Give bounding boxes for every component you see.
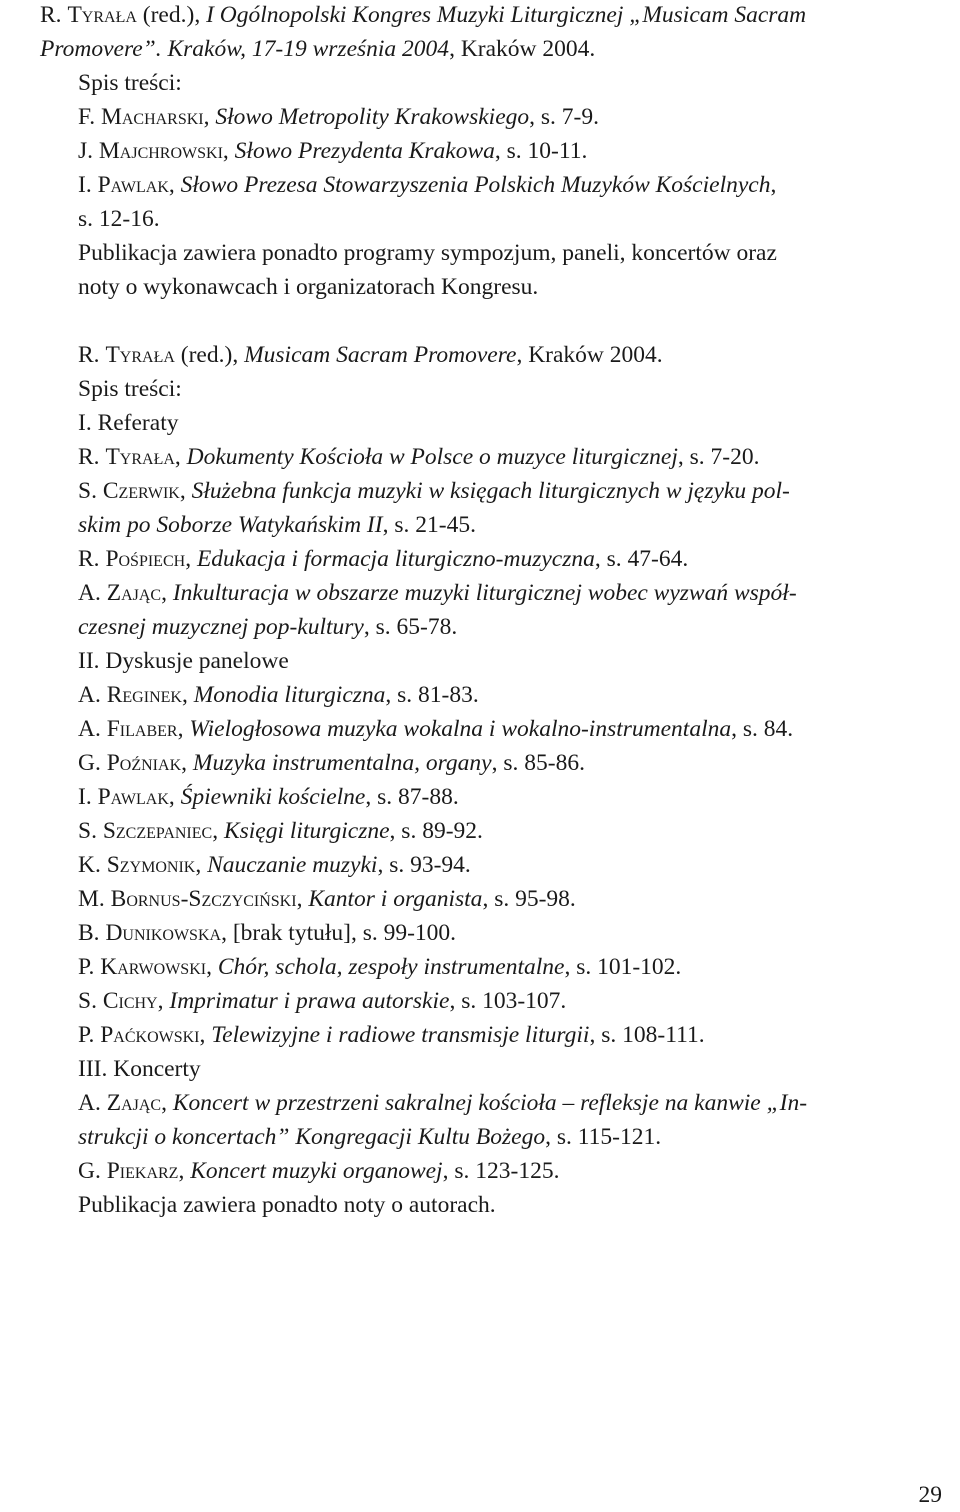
- editor-suffix: (red.),: [174, 342, 245, 368]
- list-item: F. Macharski, Słowo Metropolity Krakowskiego, s. 7-9.: [78, 104, 599, 130]
- author-name: Piekarz: [106, 1158, 179, 1184]
- item-title: Nauczanie muzyki: [207, 852, 378, 878]
- section-heading-dyskusje: II. Dyskusje panelowe: [78, 648, 289, 674]
- item-title: Kantor i organista: [308, 886, 483, 912]
- author-name: Szczepaniec: [102, 818, 213, 844]
- item-title: Imprimatur i prawa autorskie: [169, 988, 450, 1014]
- section-heading-referaty: I. Referaty: [78, 410, 179, 436]
- list-item: J. Majchrowski, Słowo Prezydenta Krakowa, s. 10-11.: [78, 138, 588, 164]
- editor-initial: R.: [40, 2, 62, 28]
- contents-label: Spis treści:: [78, 376, 182, 402]
- list-item-cont: skim po Soborze Watykańskim II, s. 21-45.: [78, 512, 476, 538]
- list-item: A. Filaber, Wielogłosowa muzyka wokalna i wokalno-instrumentalna, s. 84.: [78, 716, 794, 742]
- list-item: A. Zając, Koncert w przestrzeni sakralnej kościoła – refleksje na kanwie „In-: [78, 1090, 808, 1116]
- item-title-cont: strukcji o koncertach” Kongregacji Kultu Bożego: [78, 1124, 546, 1150]
- author-name: Reginek: [106, 682, 182, 708]
- contents-label: Spis treści:: [78, 70, 182, 96]
- entry-heading: [40, 0, 806, 30]
- list-item: S. Szczepaniec, Księgi liturgiczne, s. 89-92.: [78, 818, 483, 844]
- book-title-cont: Promovere”. Kraków, 17-19 września 2004: [40, 36, 450, 62]
- list-item: R. Pośpiech, Edukacja i formacja liturgiczno-muzyczna, s. 47-64.: [78, 546, 689, 572]
- item-title: Wielogłosowa muzyka wokalna i wokalno-instrumentalna: [189, 716, 732, 742]
- item-title: Koncert w przestrzeni sakralnej kościoła – refleksje na kanwie „In-: [172, 1090, 808, 1116]
- list-item: P. Karwowski, Chór, schola, zespoły instrumentalne, s. 101-102.: [78, 954, 682, 980]
- item-title: Muzyka instrumentalna, organy: [192, 750, 492, 776]
- list-item: A. Reginek, Monodia liturgiczna, s. 81-83.: [78, 682, 479, 708]
- item-title: Inkulturacja w obszarze muzyki liturgicznej wobec wyzwań współ-: [172, 580, 797, 606]
- list-item: G. Piekarz, Koncert muzyki organowej, s. 123-125.: [78, 1158, 560, 1184]
- author-name: Szymonik: [106, 852, 196, 878]
- author-name: Pośpiech: [105, 546, 186, 572]
- author-name: Majchrowski: [98, 138, 223, 164]
- item-title-cont: skim po Soborze Watykańskim II: [78, 512, 383, 538]
- item-title: Słowo Prezydenta Krakowa: [234, 138, 495, 164]
- section-heading-koncerty: III. Koncerty: [78, 1056, 201, 1082]
- author-name: Macharski: [100, 104, 204, 130]
- list-item: I. Pawlak, Śpiewniki kościelne, s. 87-88.: [78, 784, 459, 810]
- list-item: I. Pawlak, Słowo Prezesa Stowarzyszenia Polskich Muzyków Kościelnych,: [78, 172, 777, 198]
- item-title: Śpiewniki kościelne: [180, 784, 366, 810]
- list-item: S. Cichy, Imprimatur i prawa autorskie, s. 103-107.: [78, 988, 567, 1014]
- book-title: I Ogólnopolski Kongres Muzyki Liturgicznej „Musicam Sacram: [206, 2, 807, 28]
- list-item: P. Paćkowski, Telewizyjne i radiowe transmisje liturgii, s. 108-111.: [78, 1022, 705, 1048]
- author-name: Zając: [106, 580, 162, 606]
- editor-initial: R.: [78, 342, 100, 368]
- publication-note-cont: noty o wykonawcach i organizatorach Kongresu.: [78, 274, 539, 300]
- publication-note: Publikacja zawiera ponadto programy sympozjum, paneli, koncertów oraz: [78, 240, 777, 266]
- item-title: Chór, schola, zespoły instrumentalne: [217, 954, 565, 980]
- item-title: Edukacja i formacja liturgiczno-muzyczna: [196, 546, 595, 572]
- author-name: Bornus-Szczyciński: [110, 886, 297, 912]
- editor-name: Tyrała: [67, 2, 137, 28]
- author-name: Karwowski: [100, 954, 207, 980]
- book-place: , Kraków 2004.: [516, 342, 663, 368]
- author-name: Tyrała: [105, 444, 175, 470]
- list-item-cont: czesnej muzycznej pop-kultury, s. 65-78.: [78, 614, 458, 640]
- author-name: Filaber: [106, 716, 178, 742]
- entry-heading-cont: [40, 34, 595, 64]
- editor-name: Tyrała: [105, 342, 175, 368]
- item-title: Koncert muzyki organowej: [190, 1158, 443, 1184]
- item-title-cont: czesnej muzycznej pop-kultury: [78, 614, 364, 640]
- publication-note: Publikacja zawiera ponadto noty o autorach.: [78, 1192, 496, 1218]
- item-title: Słowo Prezesa Stowarzyszenia Polskich Muzyków Kościelnych: [180, 172, 771, 198]
- list-item: R. Tyrała, Dokumenty Kościoła w Polsce o muzyce liturgicznej, s. 7-20.: [78, 444, 760, 470]
- list-item: B. Dunikowska, [brak tytułu], s. 99-100.: [78, 920, 457, 946]
- entry-heading: [78, 340, 663, 370]
- author-name: Pawlak: [97, 784, 169, 810]
- list-item: S. Czerwik, Służebna funkcja muzyki w księgach liturgicznych w języku pol-: [78, 478, 790, 504]
- list-item: K. Szymonik, Nauczanie muzyki, s. 93-94.: [78, 852, 471, 878]
- item-title: Monodia liturgiczna: [193, 682, 386, 708]
- author-name: Cichy: [102, 988, 158, 1014]
- author-name: Czerwik: [102, 478, 180, 504]
- book-title: Musicam Sacram Promovere: [244, 342, 517, 368]
- page-number: 29: [918, 1482, 942, 1508]
- item-title: Dokumenty Kościoła w Polsce o muzyce liturgicznej: [186, 444, 678, 470]
- list-item-cont: s. 12-16.: [78, 206, 160, 232]
- author-name: Paćkowski: [100, 1022, 200, 1048]
- item-title: Słowo Metropolity Krakowskiego: [215, 104, 530, 130]
- list-item-cont: strukcji o koncertach” Kongregacji Kultu Bożego, s. 115-121.: [78, 1124, 662, 1150]
- editor-suffix: (red.),: [136, 2, 207, 28]
- list-item: M. Bornus-Szczyciński, Kantor i organista, s. 95-98.: [78, 886, 576, 912]
- item-title: Służebna funkcja muzyki w księgach liturgicznych w języku pol-: [191, 478, 790, 504]
- book-place: , Kraków 2004.: [449, 36, 596, 62]
- list-item: A. Zając, Inkulturacja w obszarze muzyki liturgicznej wobec wyzwań współ-: [78, 580, 797, 606]
- author-name: Poźniak: [106, 750, 182, 776]
- list-item: G. Poźniak, Muzyka instrumentalna, organy, s. 85-86.: [78, 750, 585, 776]
- author-name: Pawlak: [97, 172, 169, 198]
- author-name: Dunikowska: [105, 920, 222, 946]
- author-name: Zając: [106, 1090, 162, 1116]
- item-title: Telewizyjne i radiowe transmisje liturgii: [211, 1022, 590, 1048]
- item-title: Księgi liturgiczne: [223, 818, 390, 844]
